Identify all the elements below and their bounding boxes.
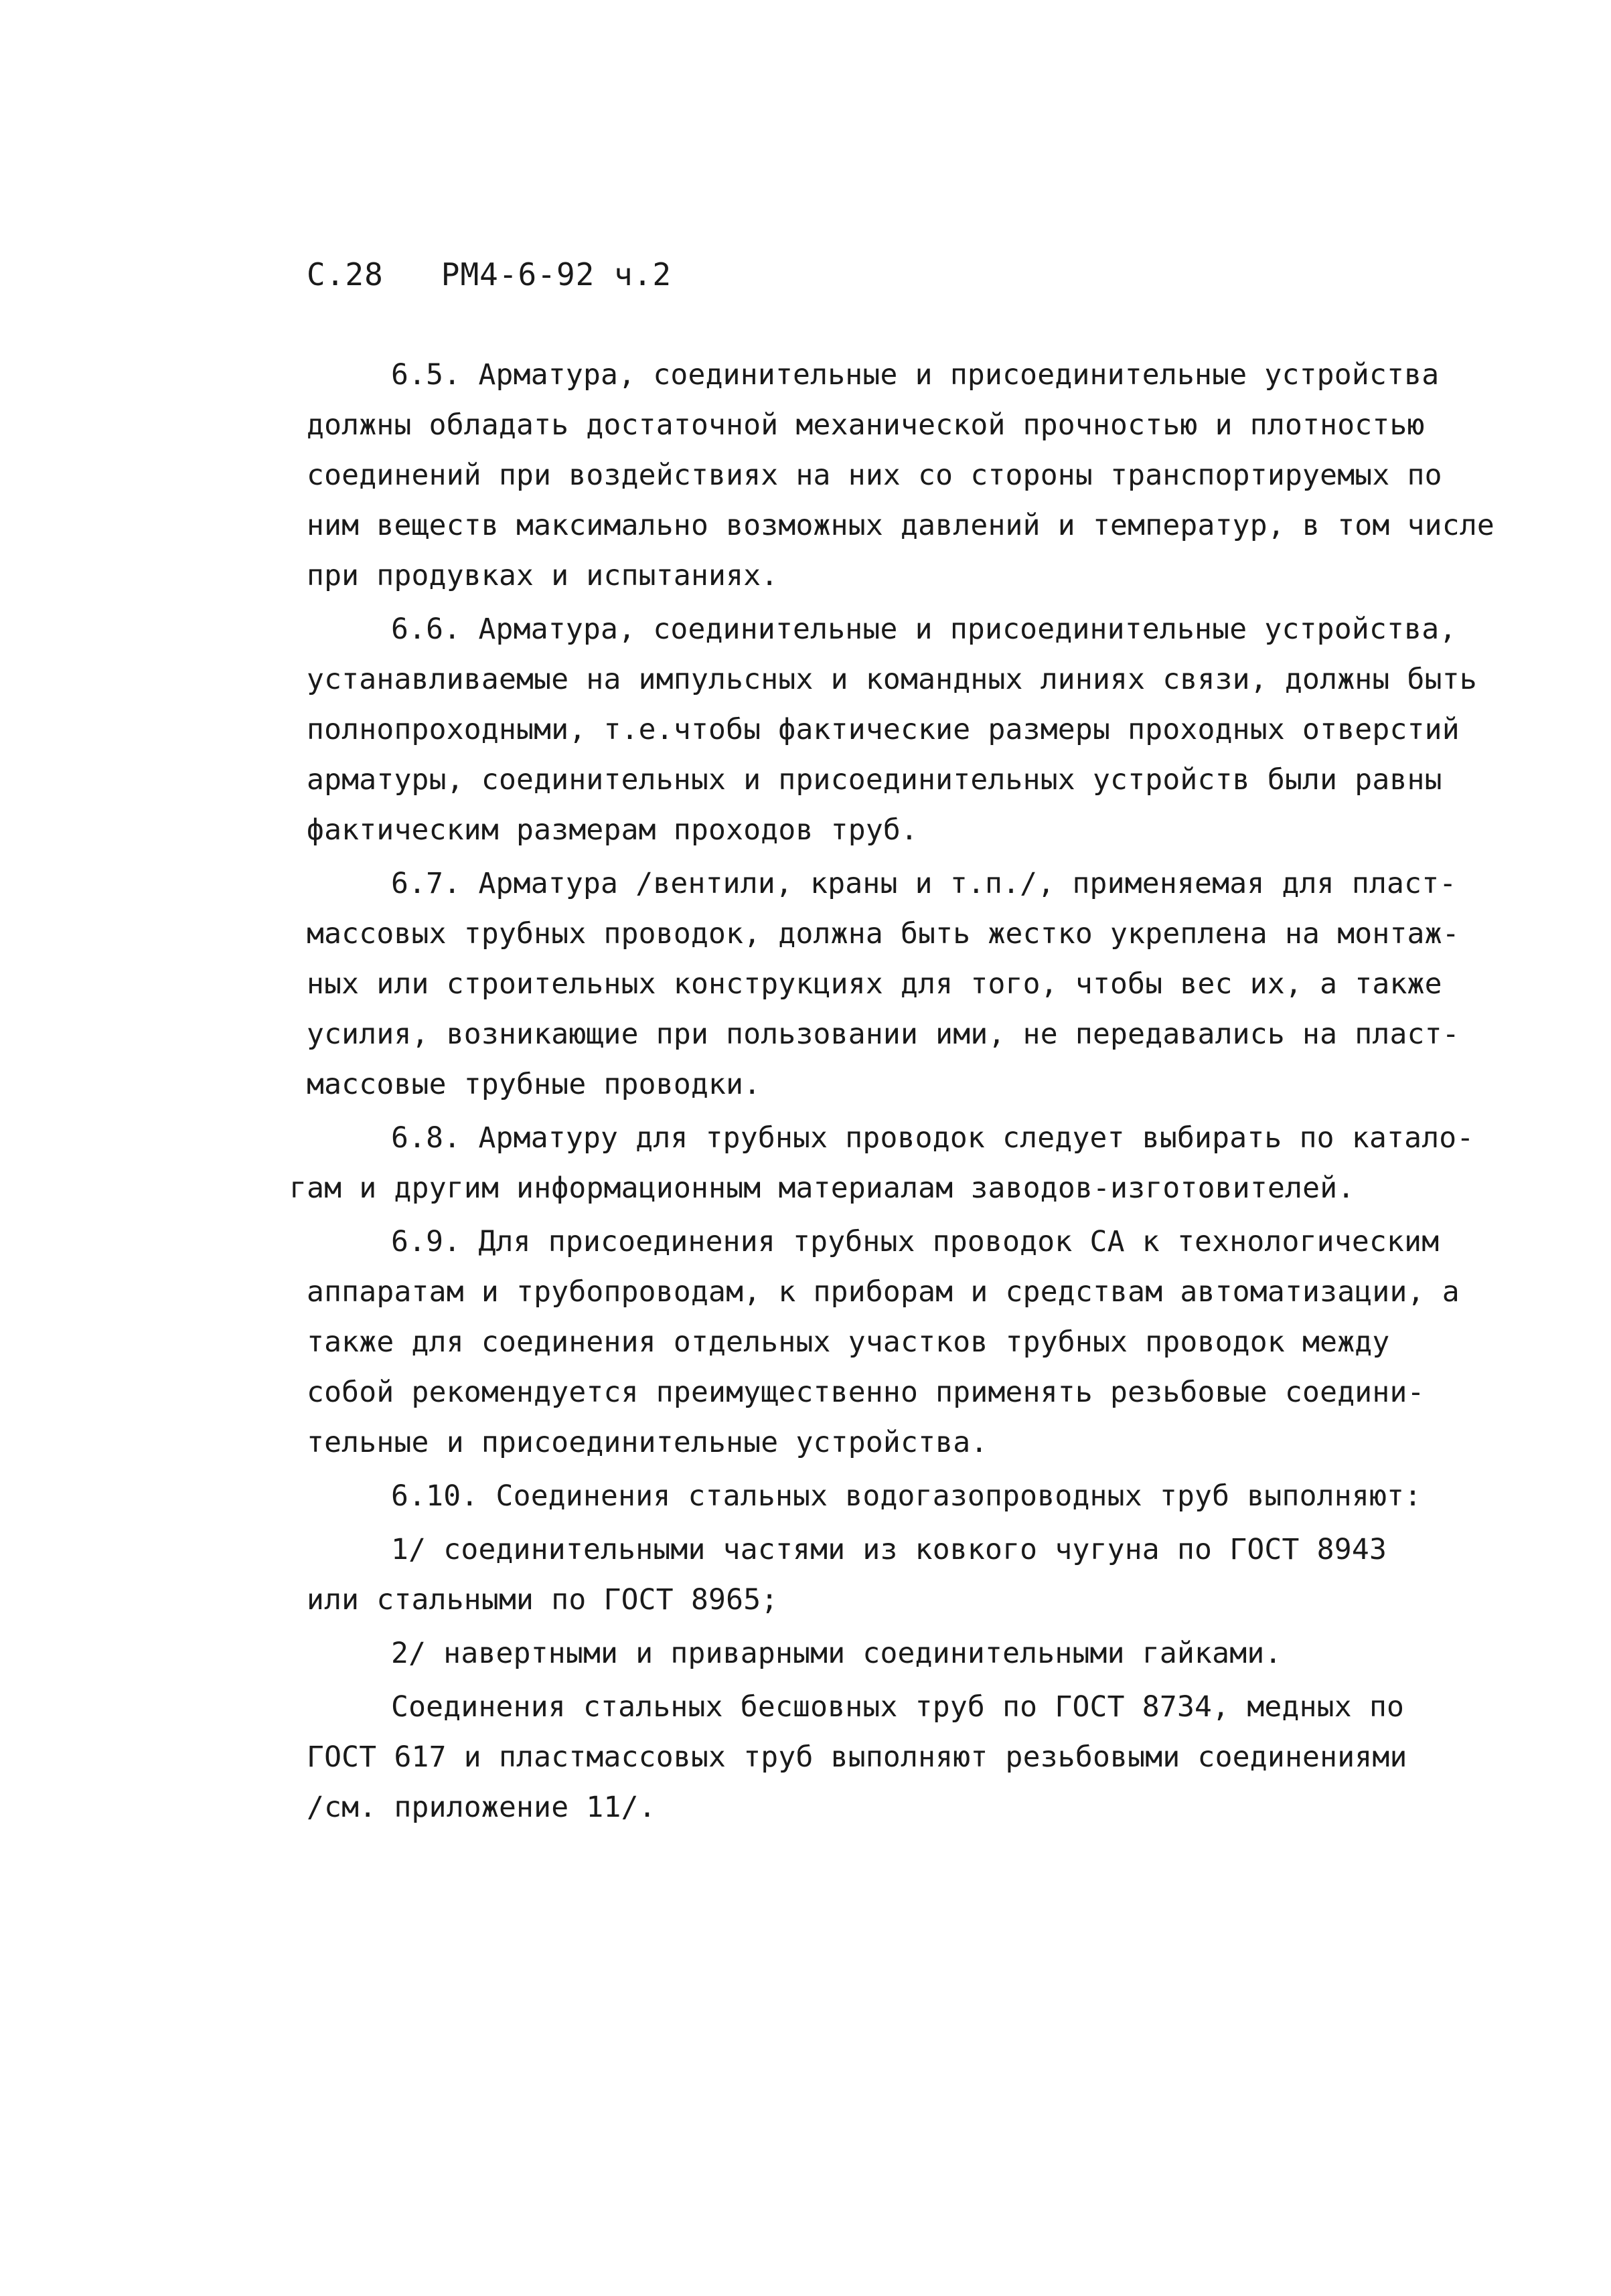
paragraph-6-9-line: аппаратам и трубопроводам, к приборам и средствам автоматизации, а bbox=[307, 1275, 1460, 1309]
paragraph-6-6-line: 6.6. Арматура, соединительные и присоединительные устройства, bbox=[391, 612, 1457, 646]
paragraph-6-5-line: при продувках и испытаниях. bbox=[307, 559, 779, 592]
paragraph-6-10-line: /см. приложение 11/. bbox=[307, 1791, 656, 1824]
paragraph-6-9-line: также для соединения отдельных участков трубных проводок между bbox=[307, 1325, 1390, 1359]
paragraph-6-10-line: 6.10. Соединения стальных водогазопроводных труб выполняют: bbox=[391, 1479, 1422, 1513]
paragraph-6-7-line: усилия, возникающие при пользовании ими, не передавались на пласт- bbox=[307, 1017, 1460, 1051]
paragraph-6-5-line: должны обладать достаточной механической прочностью и плотностью bbox=[307, 408, 1425, 442]
paragraph-6-7-line: массовые трубные проводки. bbox=[307, 1068, 761, 1101]
paragraph-6-10-line: или стальными по ГОСТ 8965; bbox=[307, 1583, 779, 1617]
page-header bbox=[307, 254, 729, 295]
paragraph-6-8-line: гам и другим информационным материалам заводов-изготовителей. bbox=[289, 1171, 1355, 1205]
paragraph-6-10-line: 2/ навертными и приварными соединительными гайками. bbox=[391, 1637, 1282, 1670]
paragraph-6-10-line: ГОСТ 617 и пластмассовых труб выполняют резьбовыми соединениями bbox=[307, 1740, 1407, 1774]
document-code: РМ4-6-92 ч.2 bbox=[441, 256, 672, 293]
paragraph-6-7-line: 6.7. Арматура /вентили, краны и т.п./, применяемая для пласт- bbox=[391, 867, 1457, 900]
paragraph-6-9-line: 6.9. Для присоединения трубных проводок СА к технологическим bbox=[391, 1225, 1440, 1258]
paragraph-6-7-line: ных или строительных конструкциях для того, чтобы вес их, а также bbox=[307, 967, 1442, 1001]
paragraph-6-6-line: арматуры, соединительных и присоединительных устройств были равны bbox=[307, 763, 1442, 797]
paragraph-6-10-line: 1/ соединительными частями из ковкого чугуна по ГОСТ 8943 bbox=[391, 1533, 1387, 1566]
paragraph-6-8-line: 6.8. Арматуру для трубных проводок следует выбирать по катало- bbox=[391, 1121, 1474, 1155]
paragraph-6-10-line: Соединения стальных бесшовных труб по ГОСТ 8734, медных по bbox=[391, 1690, 1405, 1724]
paragraph-6-9-line: тельные и присоединительные устройства. bbox=[307, 1426, 988, 1459]
paragraph-6-7-line: массовых трубных проводок, должна быть жестко укреплена на монтаж- bbox=[307, 917, 1460, 951]
paragraph-6-9-line: собой рекомендуется преимущественно применять резьбовые соедини- bbox=[307, 1376, 1425, 1409]
paragraph-6-6-line: фактическим размерам проходов труб. bbox=[307, 813, 919, 847]
paragraph-6-5-line: соединений при воздействиях на них со стороны транспортируемых по bbox=[307, 459, 1442, 492]
paragraph-6-6-line: полнопроходными, т.е.чтобы фактические размеры проходных отверстий bbox=[307, 713, 1460, 746]
page-number: С.28 bbox=[307, 256, 384, 293]
paragraph-6-5-line: 6.5. Арматура, соединительные и присоединительные устройства bbox=[391, 358, 1440, 392]
paragraph-6-5-line: ним веществ максимально возможных давлений и температур, в том числе bbox=[307, 509, 1494, 542]
paragraph-6-6-line: устанавливаемые на импульсных и командных линиях связи, должны быть bbox=[307, 663, 1477, 696]
